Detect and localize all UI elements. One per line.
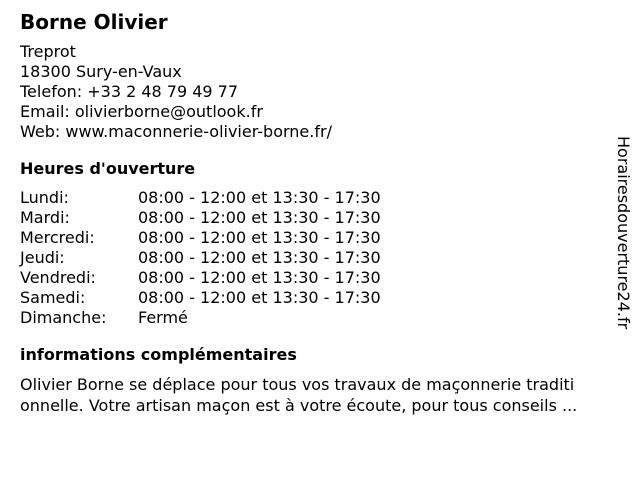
hours-value: 08:00 - 12:00 et 13:30 - 17:30 [138, 208, 381, 227]
hours-value: 08:00 - 12:00 et 13:30 - 17:30 [138, 248, 381, 267]
hours-row-lundi [20, 188, 620, 208]
city-address: 18300 Sury-en-Vaux [20, 62, 182, 81]
hours-row-dimanche [20, 308, 620, 328]
day-label: Mercredi: [20, 228, 95, 247]
hours-row-vendredi [20, 268, 620, 288]
hours-value: Fermé [138, 308, 188, 327]
website-line: Web: www.maconnerie-olivier-borne.fr/ [20, 122, 332, 141]
day-label: Vendredi: [20, 268, 96, 287]
day-label: Jeudi: [20, 248, 65, 267]
hours-value: 08:00 - 12:00 et 13:30 - 17:30 [138, 188, 381, 207]
business-name: Borne Olivier [20, 10, 168, 34]
hours-row-mardi [20, 208, 620, 228]
day-label: Mardi: [20, 208, 70, 227]
phone-line: Telefon: +33 2 48 79 49 77 [20, 82, 239, 101]
hours-row-samedi [20, 288, 620, 308]
hours-row-jeudi [20, 248, 620, 268]
day-label: Lundi: [20, 188, 69, 207]
day-label: Dimanche: [20, 308, 107, 327]
email-line: Email: olivierborne@outlook.fr [20, 102, 263, 121]
opening-hours-heading: Heures d'ouverture [20, 159, 196, 178]
hours-value: 08:00 - 12:00 et 13:30 - 17:30 [138, 228, 381, 247]
watermark-text: Horairesdouverture24.fr [614, 136, 633, 330]
day-label: Samedi: [20, 288, 86, 307]
opening-hours-table [20, 188, 620, 328]
hours-row-mercredi [20, 228, 620, 248]
info-heading: informations complémentaires [20, 345, 297, 364]
business-card [20, 10, 620, 416]
hours-value: 08:00 - 12:00 et 13:30 - 17:30 [138, 268, 381, 287]
hours-value: 08:00 - 12:00 et 13:30 - 17:30 [138, 288, 381, 307]
info-description: Olivier Borne se déplace pour tous vos travaux de maçonnerie traditi onnelle. Votre artisan maçon est à votre écoute, pour tous conseils ... [20, 375, 578, 415]
street-address: Treprot [20, 42, 76, 61]
